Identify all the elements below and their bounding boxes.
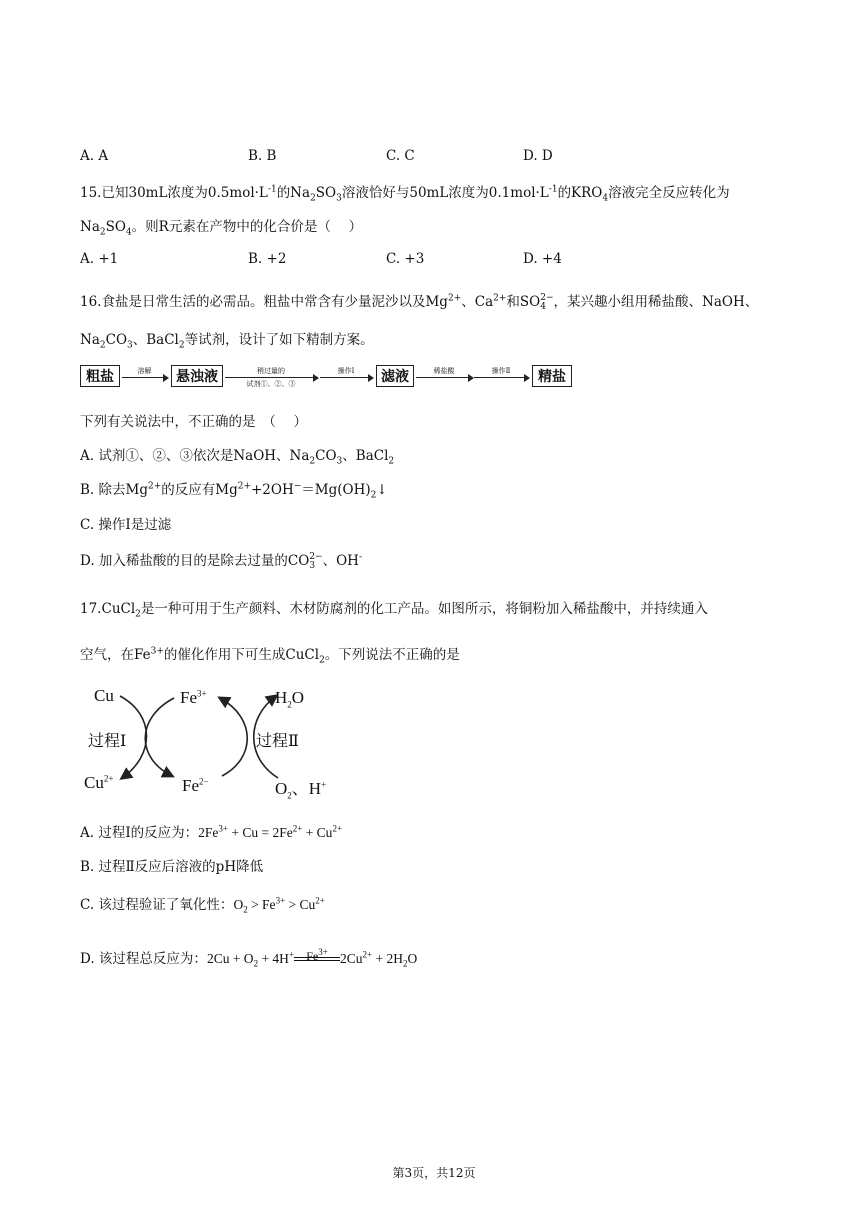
q17-stem-line1: 17.CuCl$_2$是一种可用于生产颜料、木材防腐剂的化工产品。如图所示，将铜粉加入稀盐酸中，并持续通入 bbox=[80, 601, 708, 620]
flow-box-crude-salt: 粗盐 bbox=[80, 365, 120, 387]
q16-stem-line1: 16.食盐是日常生活的必需品。粗盐中常含有少量泥沙以及$Mg^{2+}$、$Ca^{2+}$和SO 2− 4 ，某兴趣小组用稀盐酸、NaOH、 bbox=[80, 292, 759, 312]
q14-option-b: B. B bbox=[248, 148, 277, 164]
cycle-label-process-1: 过程Ⅰ bbox=[88, 731, 127, 750]
q17-option-a: A. 过程Ⅰ的反应为：$2Fe^{3+} + Cu = 2Fe^{2+} + Cu^{2+}$ bbox=[80, 823, 343, 841]
q17-option-c: C. 该过程验证了氧化性：$O_2 > Fe^{3+} > Cu^{2+}$ bbox=[80, 895, 325, 915]
flow-label-dilute-hcl: 稀盐酸 bbox=[433, 367, 455, 375]
flow-label-dissolve: 溶解 bbox=[137, 367, 152, 375]
flow-label-operation-1: 操作Ⅰ bbox=[337, 367, 355, 375]
q14-option-a: A. A bbox=[80, 148, 109, 164]
flow-arrow-2 bbox=[225, 377, 317, 378]
q15-option-b: B. +2 bbox=[248, 251, 287, 267]
cycle-label-cu2: $Cu^{2+}$ bbox=[84, 773, 114, 792]
cycle-label-o2-h: $O_2$、H+ bbox=[275, 779, 327, 801]
q14-option-d: D. D bbox=[523, 148, 553, 164]
cycle-label-fe2: $Fe^{2-}$ bbox=[182, 776, 209, 795]
q16-option-b: B. 除去$Mg^{2+}$的反应有$Mg^{2+}+2OH^-=Mg(OH)_2↓$ bbox=[80, 481, 388, 501]
flow-box-suspension: 悬浊液 bbox=[171, 365, 223, 387]
flow-label-reagent-bottom: 试剂①、②、③ bbox=[246, 380, 296, 388]
q17-option-b: B. 过程Ⅱ反应后溶液的pH降低 bbox=[80, 859, 264, 875]
q16-option-a: A. 试剂①、②、③依次是NaOH、$Na_2CO_3$、BaCl$_2$ bbox=[80, 448, 395, 467]
page-footer: 第3页，共12页 bbox=[392, 1166, 476, 1180]
q16-option-d: D. 加入稀盐酸的目的是除去过量的CO 2− 3 、OH- bbox=[80, 551, 362, 571]
q15-option-d: D. +4 bbox=[523, 251, 562, 267]
flow-arrow-5 bbox=[474, 377, 528, 378]
q14-option-c: C. C bbox=[386, 148, 415, 164]
flow-arrow-4 bbox=[416, 377, 472, 378]
flow-label-reagent-top: 稍过量的 bbox=[257, 367, 285, 375]
flow-box-filtrate: 滤液 bbox=[376, 365, 414, 387]
flow-arrow-1 bbox=[122, 377, 167, 378]
cycle-label-process-2: 过程Ⅱ bbox=[256, 731, 299, 750]
q16-stem-line2: $Na_2CO_3$、BaCl$_2$等试剂，设计了如下精制方案。 bbox=[80, 332, 374, 351]
q15-option-c: C. +3 bbox=[386, 251, 425, 267]
cycle-label-fe3: $Fe^{3+}$ bbox=[180, 688, 207, 707]
arrow-fe3-to-fe2 bbox=[145, 698, 174, 776]
q16-option-c: C. 操作Ⅰ是过滤 bbox=[80, 517, 172, 533]
q16-prompt: 下列有关说法中，不正确的是 （ ） bbox=[80, 414, 308, 430]
q15-stem-line2: $Na_2SO_4$。则R元素在产物中的化合价是（ ） bbox=[80, 219, 363, 238]
cycle-label-cu: Cu bbox=[94, 686, 114, 705]
flow-box-refined-salt: 精盐 bbox=[532, 365, 572, 387]
q17-option-d: D. 该过程总反应为：$2Cu + O_2 + 4H^+$ $Fe^{3+}$ $2Cu^{2+} + 2H_2O$ bbox=[80, 947, 418, 969]
arrow-fe2-to-fe3 bbox=[220, 698, 247, 776]
flow-arrow-3 bbox=[320, 377, 372, 378]
q17-stem-line2: 空气，在$Fe^{3+}$的催化作用下可生成CuCl$_2$。下列说法不正确的是 bbox=[80, 646, 460, 666]
cycle-label-h2o: $H_2O$ bbox=[275, 688, 305, 710]
flow-label-operation-2: 操作Ⅱ bbox=[491, 367, 511, 375]
q15-stem-line1: 15.已知30mL浓度为$0.5mol\cdot L^{-1}$的$Na_2SO_3$溶液恰好与50mL浓度为$0.1mol\cdot L^{-1}$的$KRO_4$溶液完全反应转化为 bbox=[80, 184, 730, 204]
q15-option-a: A. +1 bbox=[80, 251, 119, 267]
